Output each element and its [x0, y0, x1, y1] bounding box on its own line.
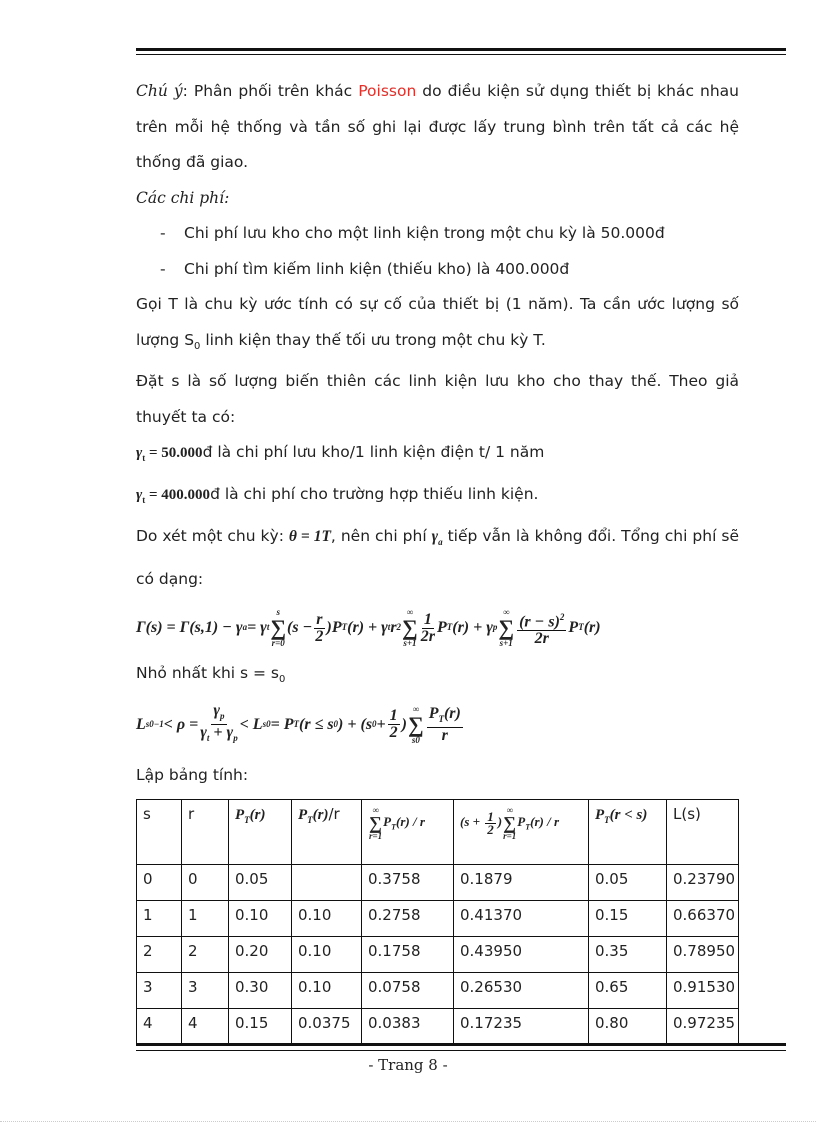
note-paragraph: Chú ý: Phân phối trên khác Poisson do điều kiện sử dụng thiết bị khác nhau trên mỗi hệ thống và tần số ghi lại được lấy trung bình trên tất cả các hệ thống đã giao.: [136, 82, 740, 171]
cost-item-storage: - Chi phí lưu kho cho một linh kiện trong một chu kỳ là 50.000đ: [160, 224, 665, 242]
costs-heading: Các chi phí:: [136, 188, 230, 207]
gamma-p-line: $\gamma_t$ = 400.000đ là chi phí cho trường hợp thiếu linh kiện.: [136, 484, 539, 505]
gamma-t-line: $\gamma_t$ = 50.000đ là chi phí lưu kho/1 linh kiện điện t/ 1 năm: [136, 443, 545, 464]
table-row: 1 1 0.10 0.10 0.2758 0.41370 0.15 0.66370: [137, 901, 739, 937]
total-cost-formula: Γ(s) = Γ(s,1) − γ a = γ t s ∑ r=0 (s − $\frac{r}{2}$ )P T (r) + γ t r 2 ∞ ∑ s+1 $\frac{1}{2r}$ P T (r) + γ p ∞ ∑ s+1 $\frac{(r - s)^2}{2r}$ P T (r): [136, 607, 601, 649]
calculation-table: [136, 799, 739, 1045]
table-header-row: [137, 800, 739, 865]
cost-item-shortage: - Chi phí tìm kiếm linh kiện (thiếu kho) là 400.000đ: [160, 259, 570, 278]
table-row: 0 0 0.05 0.3758 0.1879 0.05 0.23790: [137, 865, 739, 901]
page-number: - Trang 8 -: [368, 1056, 448, 1074]
header-weighted-sum: (s + $\frac{1}{2}$ ) ∞ ∑ r=1 $P_T(r)$ / r: [454, 800, 589, 865]
theta-formula: θ = 1T: [288, 528, 331, 546]
gamma-t-formula: $\gamma_t = 50.000$: [136, 445, 203, 464]
page-body: [136, 74, 739, 793]
footer-rule: [136, 1043, 786, 1051]
minimum-line: Nhỏ nhất khi $s = s_0$: [136, 664, 286, 686]
header-pt-less-s: $P_T(r < s)$: [589, 800, 667, 865]
note-label: Chú ý: [136, 82, 183, 100]
header-rule: [136, 48, 786, 55]
poisson-highlight: Poisson: [358, 82, 417, 100]
header-sum-pt-over-r: ∞ ∑ r=1 $P_T(r)$ / r: [362, 800, 454, 865]
table-row: 3 3 0.30 0.10 0.0758 0.26530 0.65 0.91530: [137, 973, 739, 1009]
header-pt-over-r: $P_T(r)/r$: [292, 800, 362, 865]
page-edge: [0, 1121, 816, 1122]
header-ls: L(s): [667, 800, 739, 865]
gamma-a-formula: $\gamma_a$: [431, 528, 443, 548]
header-pt: $P_T(r)$: [229, 800, 292, 865]
table-row: 2 2 0.20 0.10 0.1758 0.43950 0.35 0.78950: [137, 937, 739, 973]
optimal-condition-formula: L s0−1 < ρ = $\frac{\gamma_p}{\gamma_t + \gamma_p}$ < L s0 = P T (r ≤ s 0 ) + (s 0 + $\frac{1}{2}$ ) ∞ ∑ s0 $\frac{P_T(r)}{r}$: [136, 702, 461, 745]
paragraph-assume: Đặt s là số lượng biến thiên các linh kiện lưu kho cho thay thế. Theo giả thuyết ta có:: [136, 372, 739, 426]
header-r: r: [182, 800, 229, 865]
table-row: 4 4 0.15 0.0375 0.0383 0.17235 0.80 0.97235: [137, 1009, 739, 1045]
table-heading: Lập bảng tính:: [136, 765, 249, 784]
header-s: s: [137, 800, 182, 865]
paragraph-cycle: Gọi T là chu kỳ ước tính có sự cố của thiết bị (1 năm). Ta cần ước lượng số lượng $S_0$ linh kiện thay thế tối ưu trong một chu kỳ T.: [136, 295, 739, 352]
gamma-p-formula: $\gamma_t = 400.000$: [136, 486, 211, 505]
paragraph-cycle-cost: Do xét một chu kỳ: θ = 1T, nên chi phí $\gamma_a$ tiếp vẫn là không đổi. Tổng chi phí sẽ có dạng:: [136, 527, 739, 589]
